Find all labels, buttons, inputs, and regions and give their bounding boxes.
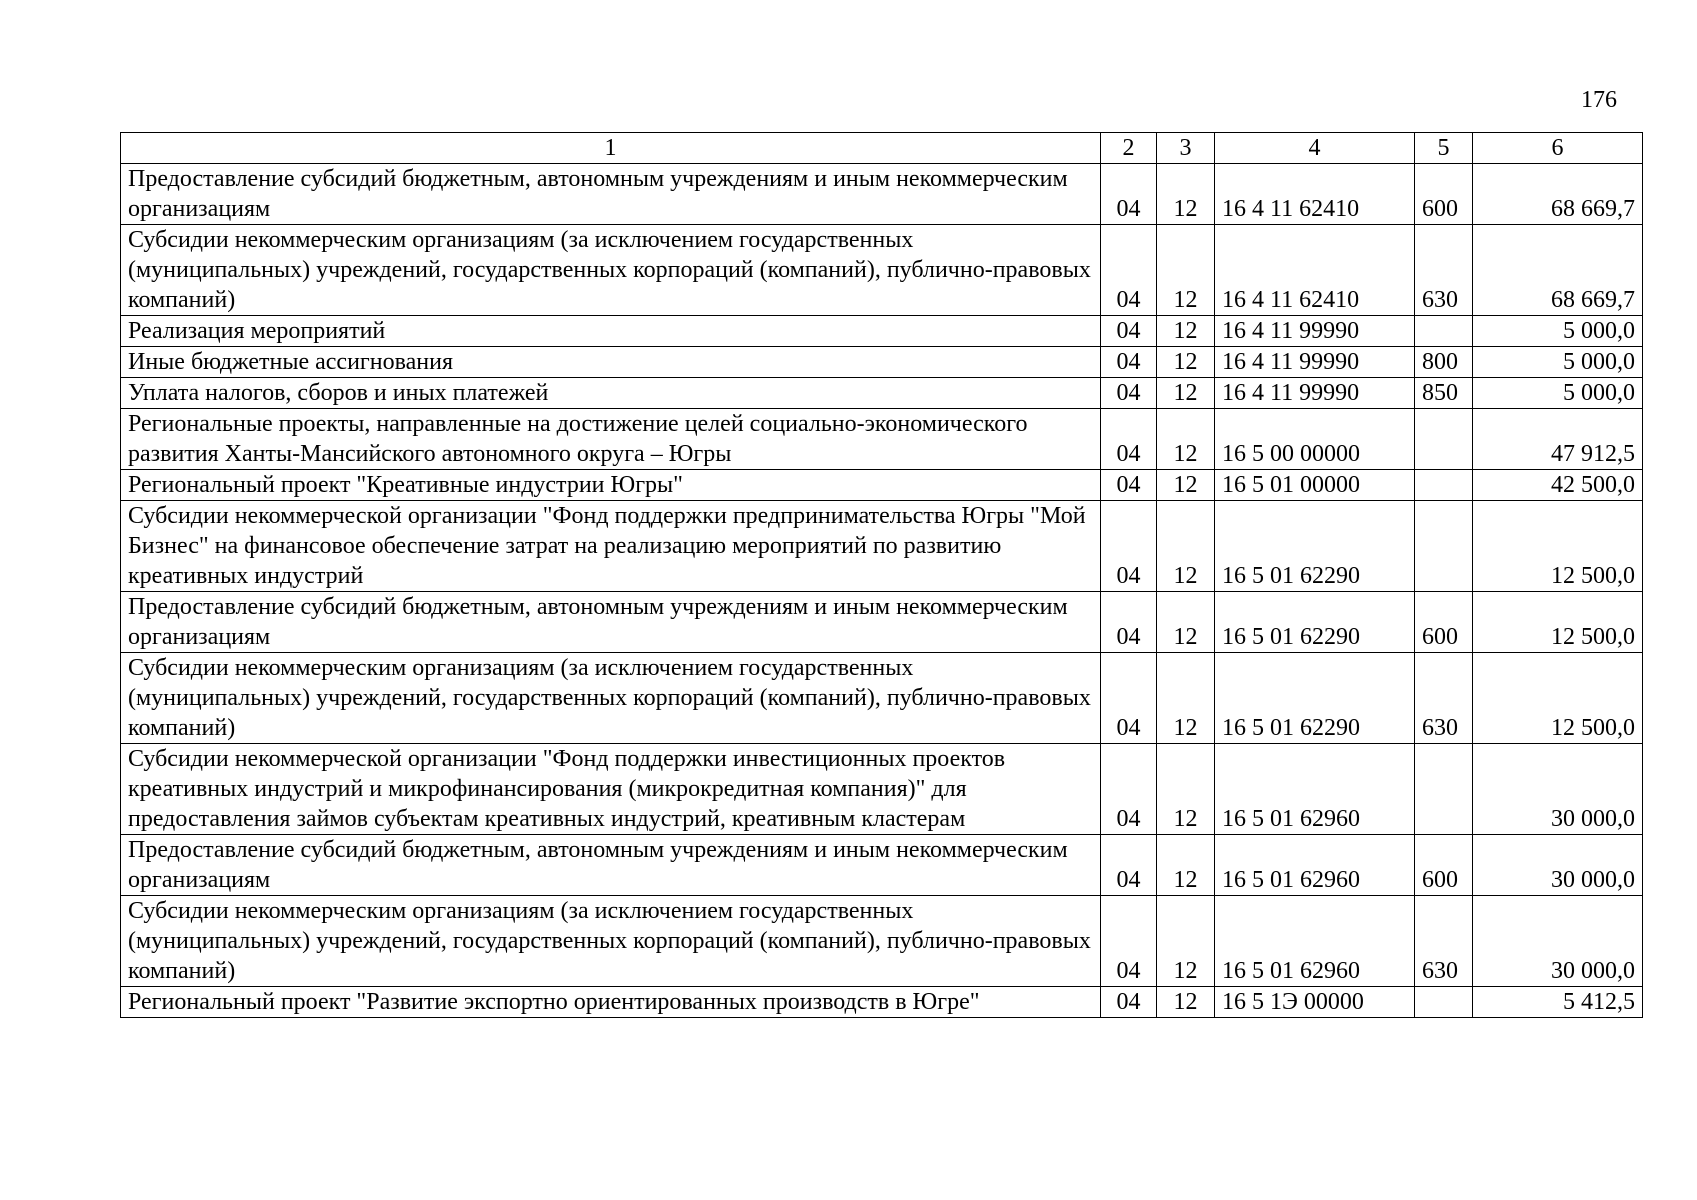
row-expense-type-cell: 600: [1415, 164, 1473, 225]
row-subsection-cell: 12: [1157, 501, 1215, 592]
row-subsection-cell: 12: [1157, 896, 1215, 987]
page-number: 176: [1581, 87, 1617, 113]
row-subsection-cell: 12: [1157, 653, 1215, 744]
header-col-3: 3: [1157, 133, 1215, 164]
row-subsection-cell: 12: [1157, 316, 1215, 347]
header-col-2: 2: [1101, 133, 1157, 164]
row-subsection-cell: 12: [1157, 347, 1215, 378]
row-section-cell: 04: [1101, 225, 1157, 316]
budget-table: [120, 132, 1643, 1018]
header-col-5: 5: [1415, 133, 1473, 164]
row-name-cell: Реализация мероприятий: [121, 316, 1101, 347]
row-target-article-cell: 16 4 11 99990: [1215, 347, 1415, 378]
header-col-1: 1: [121, 133, 1101, 164]
table-row: [121, 409, 1643, 470]
row-expense-type-cell: 600: [1415, 592, 1473, 653]
row-name-cell: Региональный проект "Развитие экспортно ориентированных производств в Югре": [121, 987, 1101, 1018]
row-amount-cell: 30 000,0: [1473, 896, 1643, 987]
row-target-article-cell: 16 4 11 99990: [1215, 378, 1415, 409]
row-expense-type-cell: [1415, 501, 1473, 592]
row-subsection-cell: 12: [1157, 470, 1215, 501]
row-expense-type-cell: [1415, 987, 1473, 1018]
table-row: [121, 653, 1643, 744]
row-section-cell: 04: [1101, 164, 1157, 225]
table-row: [121, 501, 1643, 592]
table-row: [121, 744, 1643, 835]
row-subsection-cell: 12: [1157, 592, 1215, 653]
row-name-cell: Региональные проекты, направленные на достижение целей социально-экономического развития Ханты-Мансийского автономного округа – Югры: [121, 409, 1101, 470]
row-section-cell: 04: [1101, 987, 1157, 1018]
row-target-article-cell: 16 5 01 00000: [1215, 470, 1415, 501]
row-expense-type-cell: [1415, 744, 1473, 835]
row-amount-cell: 42 500,0: [1473, 470, 1643, 501]
table-row: [121, 592, 1643, 653]
table-row: [121, 225, 1643, 316]
row-name-cell: Субсидии некоммерческой организации "Фонд поддержки инвестиционных проектов креативных индустрий и микрофинансирования (микрокредитная компания)" для предоставления займов субъектам креативных индустрий, креативным кластерам: [121, 744, 1101, 835]
header-col-6: 6: [1473, 133, 1643, 164]
row-name-cell: Уплата налогов, сборов и иных платежей: [121, 378, 1101, 409]
row-section-cell: 04: [1101, 347, 1157, 378]
row-subsection-cell: 12: [1157, 378, 1215, 409]
row-expense-type-cell: 630: [1415, 896, 1473, 987]
row-amount-cell: 5 000,0: [1473, 347, 1643, 378]
row-expense-type-cell: [1415, 316, 1473, 347]
row-target-article-cell: 16 5 1Э 00000: [1215, 987, 1415, 1018]
row-amount-cell: 5 000,0: [1473, 378, 1643, 409]
row-name-cell: Субсидии некоммерческим организациям (за исключением государственных (муниципальных) учреждений, государственных корпораций (компаний), публично-правовых компаний): [121, 653, 1101, 744]
row-section-cell: 04: [1101, 653, 1157, 744]
row-expense-type-cell: [1415, 409, 1473, 470]
table-row: [121, 470, 1643, 501]
row-amount-cell: 30 000,0: [1473, 744, 1643, 835]
row-target-article-cell: 16 5 01 62960: [1215, 896, 1415, 987]
table-row: [121, 316, 1643, 347]
row-target-article-cell: 16 5 01 62290: [1215, 501, 1415, 592]
row-expense-type-cell: 800: [1415, 347, 1473, 378]
row-section-cell: 04: [1101, 896, 1157, 987]
row-amount-cell: 5 000,0: [1473, 316, 1643, 347]
row-section-cell: 04: [1101, 316, 1157, 347]
row-name-cell: Предоставление субсидий бюджетным, автономным учреждениям и иным некоммерческим организациям: [121, 592, 1101, 653]
table-row: [121, 835, 1643, 896]
row-section-cell: 04: [1101, 592, 1157, 653]
row-amount-cell: 30 000,0: [1473, 835, 1643, 896]
table-row: [121, 378, 1643, 409]
row-amount-cell: 12 500,0: [1473, 592, 1643, 653]
row-amount-cell: 47 912,5: [1473, 409, 1643, 470]
row-subsection-cell: 12: [1157, 164, 1215, 225]
row-name-cell: Субсидии некоммерческим организациям (за исключением государственных (муниципальных) учреждений, государственных корпораций (компаний), публично-правовых компаний): [121, 225, 1101, 316]
row-target-article-cell: 16 5 00 00000: [1215, 409, 1415, 470]
row-name-cell: Предоставление субсидий бюджетным, автономным учреждениям и иным некоммерческим организациям: [121, 164, 1101, 225]
row-section-cell: 04: [1101, 409, 1157, 470]
row-target-article-cell: 16 5 01 62960: [1215, 744, 1415, 835]
row-subsection-cell: 12: [1157, 225, 1215, 316]
row-section-cell: 04: [1101, 501, 1157, 592]
row-amount-cell: 5 412,5: [1473, 987, 1643, 1018]
row-name-cell: Субсидии некоммерческой организации "Фонд поддержки предпринимательства Югры "Мой Бизнес" на финансовое обеспечение затрат на реализацию мероприятий по развитию креативных индустрий: [121, 501, 1101, 592]
row-expense-type-cell: 630: [1415, 653, 1473, 744]
row-target-article-cell: 16 5 01 62290: [1215, 592, 1415, 653]
row-name-cell: Иные бюджетные ассигнования: [121, 347, 1101, 378]
row-amount-cell: 68 669,7: [1473, 225, 1643, 316]
table-row: [121, 987, 1643, 1018]
row-target-article-cell: 16 4 11 62410: [1215, 164, 1415, 225]
header-col-4: 4: [1215, 133, 1415, 164]
table-row: [121, 164, 1643, 225]
row-name-cell: Субсидии некоммерческим организациям (за исключением государственных (муниципальных) учреждений, государственных корпораций (компаний), публично-правовых компаний): [121, 896, 1101, 987]
row-target-article-cell: 16 5 01 62290: [1215, 653, 1415, 744]
table-header-row: [121, 133, 1643, 164]
row-amount-cell: 12 500,0: [1473, 653, 1643, 744]
row-expense-type-cell: 850: [1415, 378, 1473, 409]
row-subsection-cell: 12: [1157, 744, 1215, 835]
table-body: [121, 164, 1643, 1018]
row-expense-type-cell: [1415, 470, 1473, 501]
row-subsection-cell: 12: [1157, 835, 1215, 896]
row-section-cell: 04: [1101, 744, 1157, 835]
row-target-article-cell: 16 4 11 62410: [1215, 225, 1415, 316]
row-section-cell: 04: [1101, 470, 1157, 501]
row-amount-cell: 68 669,7: [1473, 164, 1643, 225]
row-name-cell: Предоставление субсидий бюджетным, автономным учреждениям и иным некоммерческим организациям: [121, 835, 1101, 896]
row-subsection-cell: 12: [1157, 987, 1215, 1018]
row-subsection-cell: 12: [1157, 409, 1215, 470]
table-row: [121, 896, 1643, 987]
row-name-cell: Региональный проект "Креативные индустрии Югры": [121, 470, 1101, 501]
row-section-cell: 04: [1101, 378, 1157, 409]
row-target-article-cell: 16 4 11 99990: [1215, 316, 1415, 347]
table-row: [121, 347, 1643, 378]
row-section-cell: 04: [1101, 835, 1157, 896]
row-expense-type-cell: 630: [1415, 225, 1473, 316]
row-amount-cell: 12 500,0: [1473, 501, 1643, 592]
row-target-article-cell: 16 5 01 62960: [1215, 835, 1415, 896]
row-expense-type-cell: 600: [1415, 835, 1473, 896]
